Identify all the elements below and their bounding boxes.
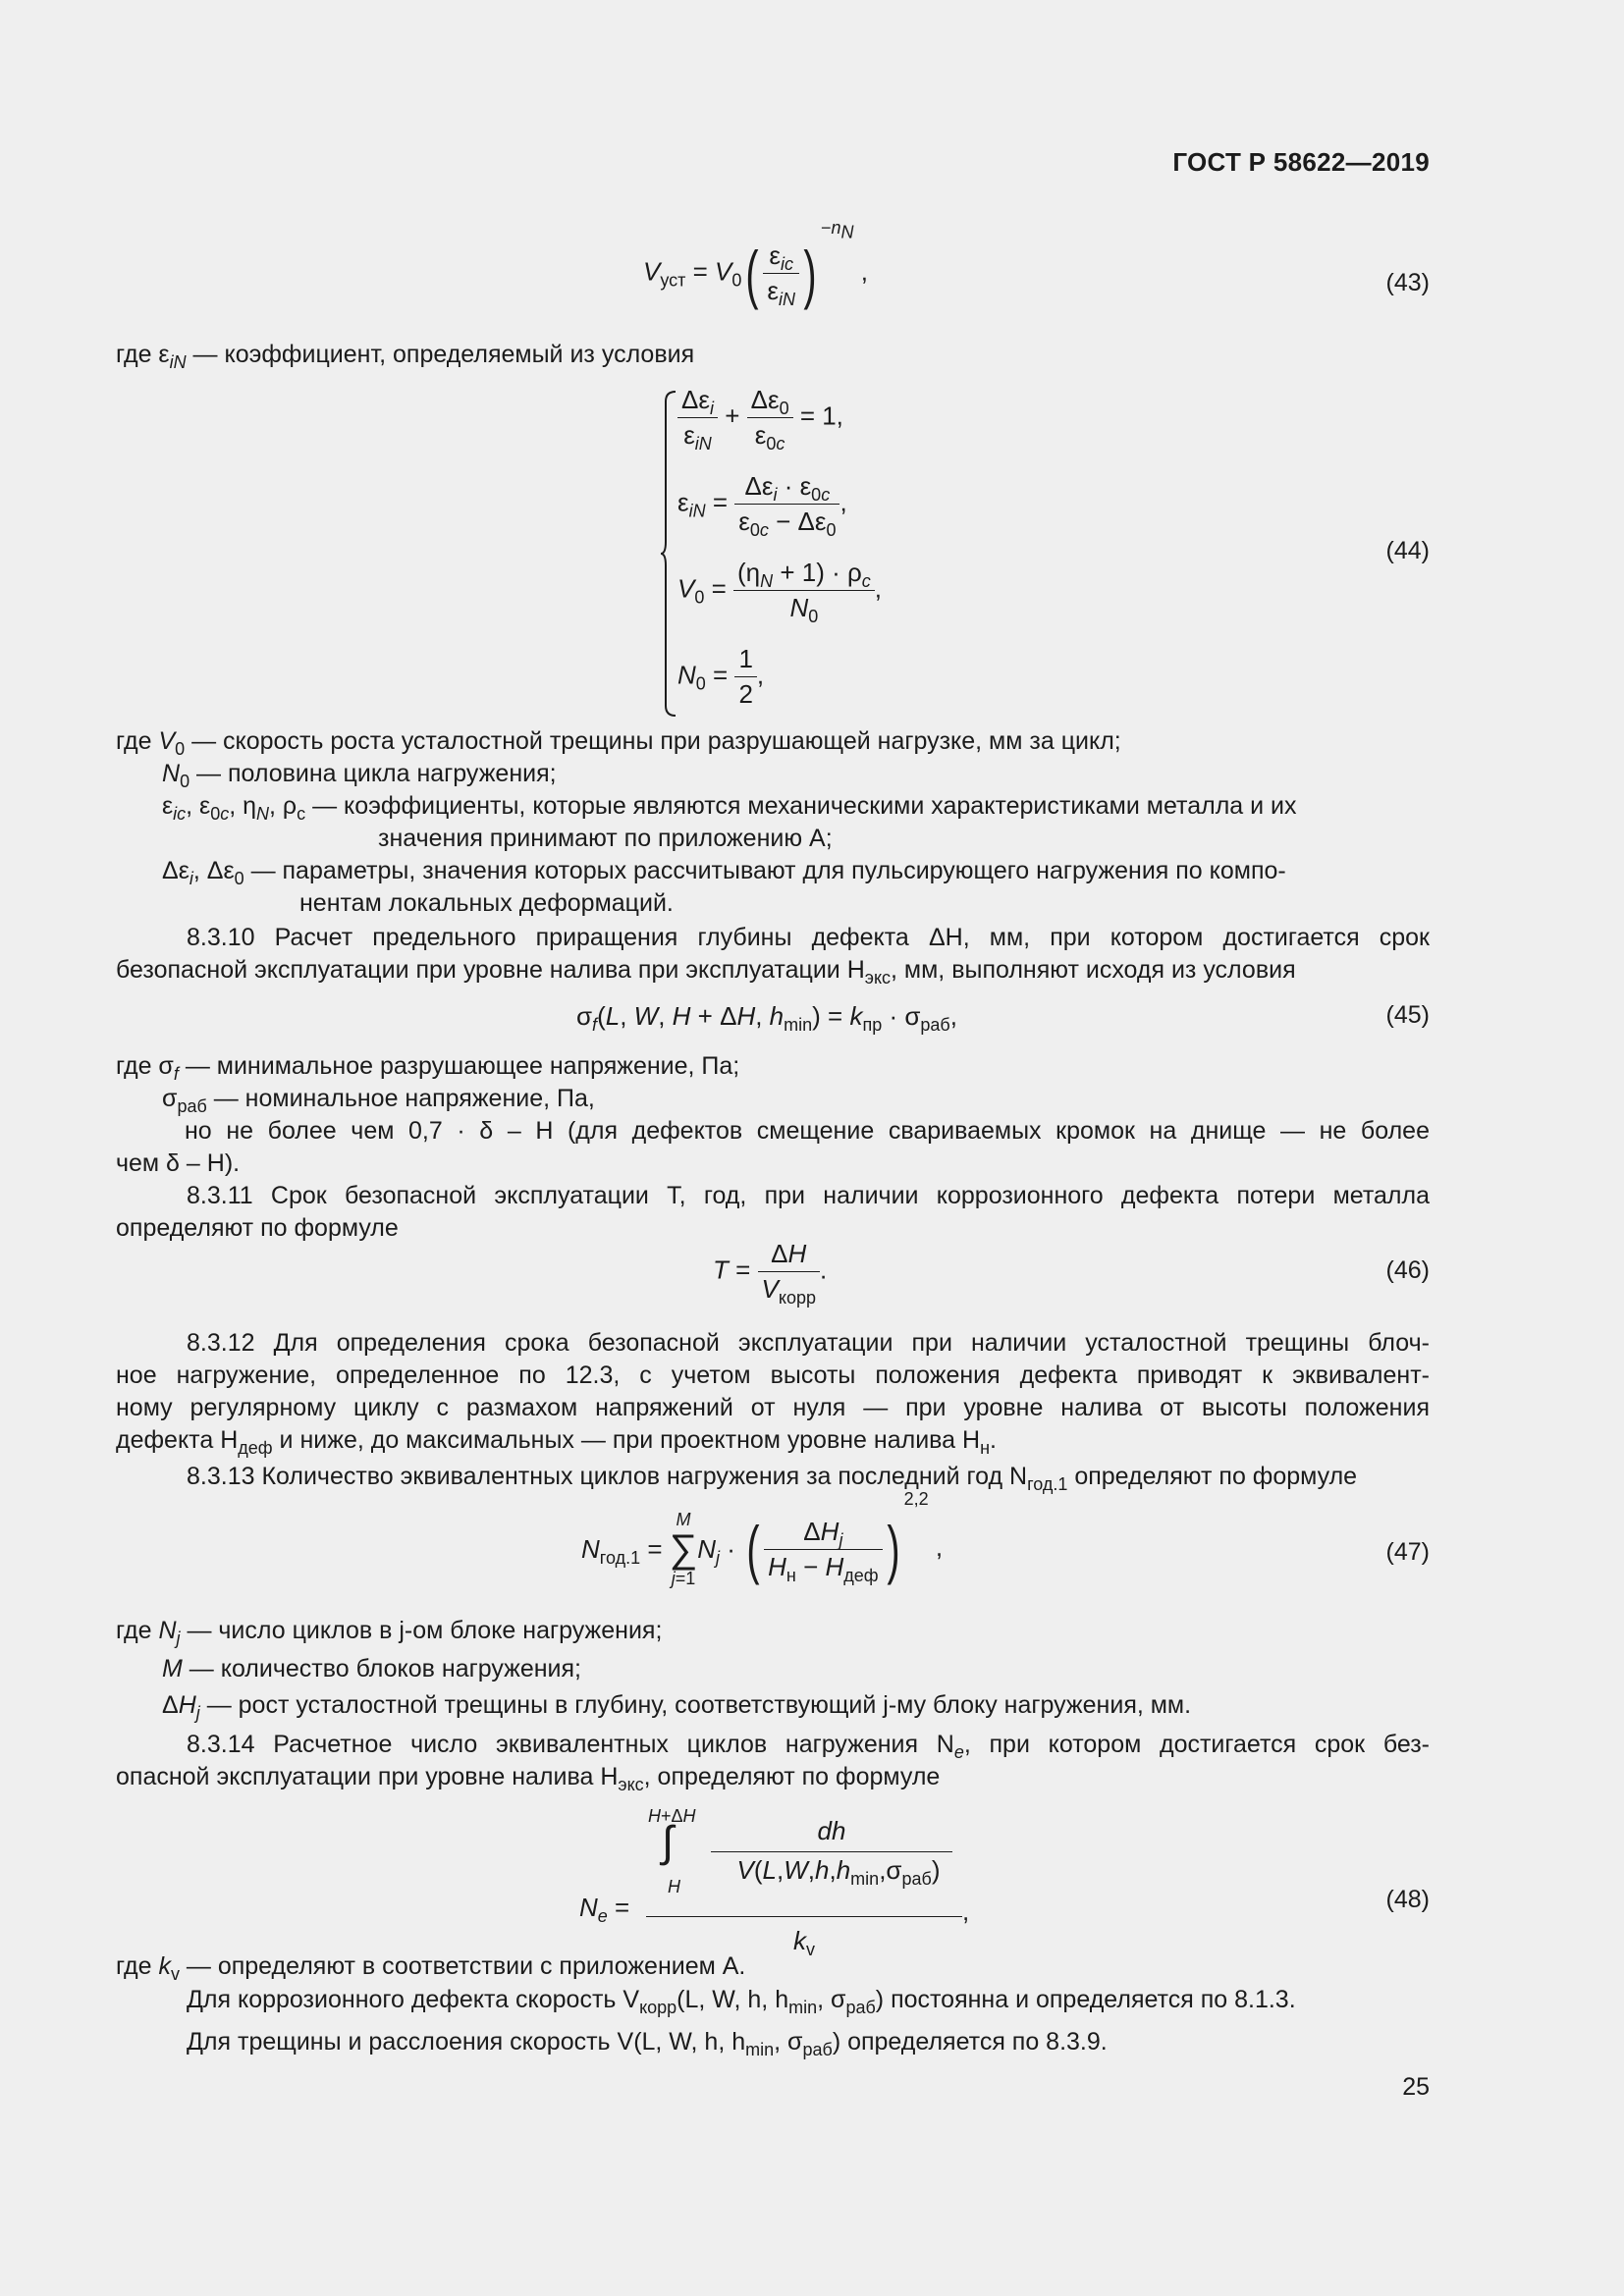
standard-header: ГОСТ Р 58622—2019: [1172, 147, 1430, 177]
paragraph-8-3-13: 8.3.13 Количество эквивалентных циклов нагружения за последний год $N_{год.1}$ определяют по формуле: [187, 1463, 1358, 1494]
formula-47: $N_{год.1} = M$ ∑ $j=1N_j$ · ( $\frac{\Delta H_j}{H_н - H_{деф}}$ )$^{2,2}$ ,: [581, 1489, 944, 1588]
text-no-more-line2: чем δ – H).: [116, 1149, 241, 1177]
text-m: M — количество блоков нагружения;: [162, 1655, 582, 1682]
equation-number-45: (45): [1385, 1001, 1430, 1029]
equation-number-48: (48): [1385, 1886, 1430, 1913]
page-number: 25: [1402, 2073, 1430, 2101]
text-n0: $N_0$ — половина цикла нагружения;: [162, 760, 557, 791]
paragraph-8-3-12-line1: 8.3.12 Для определения срока безопасной эксплуатации при наличии усталостной трещины блоч-: [187, 1329, 1430, 1357]
paragraph-8-3-11-line2: определяют по формуле: [116, 1214, 399, 1242]
brace-icon: [660, 390, 677, 719]
text-where-eps: где $\varepsilon_{iN}$ — коэффициент, определяемый из условия: [116, 341, 695, 372]
paragraph-8-3-12-line2: ное нагружение, определенное по 12.3, с учетом высоты положения дефекта приводят к эквивалент-: [116, 1362, 1430, 1389]
equation-number-44: (44): [1385, 537, 1430, 564]
text-kv: где $k_v$ — определяют в соответствии с приложением А.: [116, 1952, 746, 1984]
paragraph-8-3-14-line2: опасной эксплуатации при уровне налива $H_{экс}$, определяют по формуле: [116, 1763, 941, 1794]
paragraph-8-3-12-line4: дефекта $H_{деф}$ и ниже, до максимальных — при проектном уровне налива $H_н$.: [116, 1426, 997, 1458]
text-deps-2: нентам локальных деформаций.: [299, 889, 674, 917]
text-corrosion: Для коррозионного дефекта скорость $V_{корр}(L$, W, h, $h_{min}$, $\sigma_{раб}$) постоянна и определяется по 8.1.3.: [187, 1986, 1296, 2017]
formula-45: $\sigma_f(L$, W, H + ΔH, $h_{min}) = k_{пр} \cdot \sigma_{раб}$,: [576, 1001, 957, 1036]
paragraph-8-3-14-line1: 8.3.14 Расчетное число эквивалентных циклов нагружения $N_e$, при котором достигается срок без-: [187, 1731, 1431, 1762]
formula-43: $V_{уст} = V_0$( $\frac{\varepsilon_{ic}}{\varepsilon_{iN}}$ )$^{-n_N}$ ,: [643, 217, 868, 310]
equation-number-47: (47): [1385, 1538, 1430, 1566]
text-no-more-line1: но не более чем 0,7 · δ – H (для дефектов смещение свариваемых кромок на днище — не более: [185, 1117, 1430, 1145]
paragraph-8-3-10-line2: безопасной эксплуатации при уровне налива при эксплуатации $H_{экс}$, мм, выполняют исходя из условия: [116, 956, 1296, 988]
text-v0: где $V_0$ — скорость роста усталостной трещины при разрушающей нагрузке, мм за цикл;: [116, 727, 1121, 759]
document-page: ГОСТ Р 58622—2019 $V_{уст} = V_0$( $\frac{\varepsilon_{ic}}{\varepsilon_{iN}}$ )$^{-n_N}$ , (43) где $\varepsilon_{iN}$ — коэффициент, определяемый из условия $\frac{\Delta\varepsilon_i}{\varepsilon_{iN}}$ + $\frac{\Delta\varepsilon_0}{\varepsilon_{0c}}$ = 1, $\varepsilon_{iN}$ = $\frac{\Delta\varepsilon_i \cdot \varepsilon_{0c}}{\varepsilon_{0c} - \Delta\varepsilon_0}$ , $V_0$ = $\frac{(\eta_N + 1) \cdot \rho_c}{N_0}$ , $N_0$ = $\frac{1}{2}$ , (44) где $V_0$ — скорость роста усталостной трещины при разрушающей нагрузке, мм за цикл; $N_0$ — половина цикла нагружения; $\varepsilon_{ic}$, $\varepsilon_{0c}$, $\eta_N$, $\rho_c$ — коэффициенты, которые являются механическими характеристиками металла и их значения принимают по приложению А; $\Delta\varepsilon_i$, $\Delta\varepsilon_0$ — параметры, значения которых рассчитывают для пульсирующего нагружения по компо- нентам локальных деформаций. 8.3.10 Расчет предельного приращения глубины дефекта ΔH, мм, при котором достигается срок безопасной эксплуатации при уровне налива при эксплуатации $H_{экс}$, мм, выполняют исходя из условия $\sigma_f(L$, W, H + ΔH, $h_{min}) = k_{пр} \cdot \sigma_{раб}$, (45) где $\sigma_f$ — минимальное разрушающее напряжение, Па; $\sigma_{раб}$ — номинальное напряжение, Па, но не более чем 0,7 · δ – H (для дефектов смещение свариваемых кромок на днище — не более чем δ – H). 8.3.11 Срок безопасной эксплуатации T, год, при наличии коррозионного дефекта потери металла определяют по формуле T = $\frac{\Delta H}{V_{корр}}$ . (46) 8.3.12 Для определения срока безопасной эксплуатации при наличии усталостной трещины блоч- ное нагружение, определенное по 12.3, с учетом высоты положения дефекта приводят к эквивалент- ному регулярному циклу с размахом напряжений от нуля — при уровне налива от высоты положения дефекта $H_{деф}$ и ниже, до максимальных — при проектном уровне налива $H_н$. 8.3.13 Количество эквивалентных циклов нагружения за последний год $N_{год.1}$ определяют по формуле $N_{год.1} = M$ ∑ $j=1N_j$ · ( $\frac{\Delta H_j}{H_н - H_{деф}}$ )$^{2,2}$ , (47) где $N_j$ — число циклов в j-ом блоке нагружения; M — количество блоков нагружения; $\Delta H_j$ — рост усталостной трещины в глубину, соответствующий j-му блоку нагружения, мм. 8.3.14 Расчетное число эквивалентных циклов нагружения $N_e$, при котором достигается срок без- опасной эксплуатации при уровне налива $H_{экс}$, определяют по формуле $N_e$ = H+ΔH ∫ H dh $V(L,W,h,h_{min},\sigma_{раб})$ , $k_v$ (48) где $k_v$ — определяют в соответствии с приложением А. Для коррозионного дефекта скорость $V_{корр}(L$, W, h, $h_{min}$, $\sigma_{раб}$) постоянна и определяется по 8.1.3. Для трещины и расслоения скорость V(L, W, h, $h_{min}$, $\sigma_{раб}$) определяется по 8.3.9. 25: [116, 147, 1431, 2101]
text-eps-2: значения принимают по приложению А;: [378, 825, 833, 852]
paragraph-8-3-10-line1: 8.3.10 Расчет предельного приращения глубины дефекта ΔH, мм, при котором достигается срок: [187, 924, 1430, 951]
text-deps: $\Delta\varepsilon_i$, $\Delta\varepsilon_0$ — параметры, значения которых рассчитывают для пульсирующего нагружения по компо-: [162, 857, 1286, 888]
text-sigma-rab: $\sigma_{раб}$ — номинальное напряжение, Па,: [162, 1085, 595, 1116]
formula-46: T = $\frac{\Delta H}{V_{корр}}$ .: [713, 1239, 828, 1308]
text-dhj: $\Delta H_j$ — рост усталостной трещины в глубину, соответствующий j-му блоку нагружения, мм.: [162, 1691, 1192, 1723]
text-sigma-f: где $\sigma_f$ — минимальное разрушающее напряжение, Па;: [116, 1052, 740, 1084]
equation-number-46: (46): [1385, 1256, 1430, 1284]
equation-number-43: (43): [1385, 269, 1430, 296]
text-nj: где $N_j$ — число циклов в j-ом блоке нагружения;: [116, 1617, 663, 1648]
paragraph-8-3-12-line3: ному регулярному циклу с размахом напряжений от нуля — при уровне налива от высоты положения: [116, 1394, 1430, 1421]
text-crack: Для трещины и расслоения скорость V(L, W, h, $h_{min}$, $\sigma_{раб}$) определяется по 8.3.9.: [187, 2028, 1108, 2059]
text-eps: $\varepsilon_{ic}$, $\varepsilon_{0c}$, $\eta_N$, $\rho_c$ — коэффициенты, которые являются механическими характеристиками металла и их: [162, 792, 1297, 824]
paragraph-8-3-11-line1: 8.3.11 Срок безопасной эксплуатации T, год, при наличии коррозионного дефекта потери металла: [187, 1182, 1430, 1209]
